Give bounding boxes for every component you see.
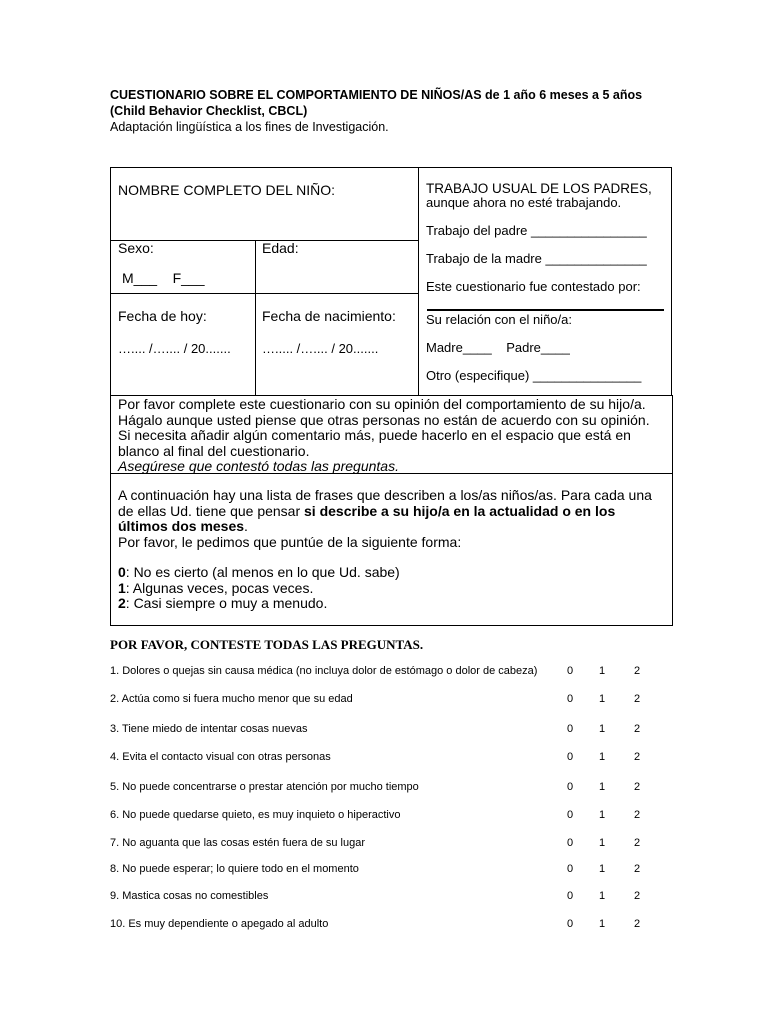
question-text: 5. No puede concentrarse o prestar atención por mucho tiempo <box>110 781 419 793</box>
question-text: 9. Mastica cosas no comestibles <box>110 890 269 902</box>
answer-option-2[interactable]: 2 <box>633 665 641 677</box>
answer-option-0[interactable]: 0 <box>566 809 574 821</box>
instructions-general <box>110 395 673 474</box>
instruction-line <box>118 504 672 520</box>
instruction-bold: si describe a su hijo/a en la actualidad o en los <box>304 502 616 519</box>
answer-option-0[interactable]: 0 <box>566 837 574 849</box>
question-text: 7. No aguanta que las cosas estén fuera de su lugar <box>110 837 366 849</box>
answer-option-1[interactable]: 1 <box>598 890 606 902</box>
instruction-line: blanco al final del cuestionario. <box>118 442 310 459</box>
answer-option-0[interactable]: 0 <box>566 781 574 793</box>
form-divider-vertical-right <box>418 168 419 396</box>
answer-option-1[interactable]: 1 <box>598 781 606 793</box>
question-row <box>110 807 670 823</box>
question-row <box>110 835 670 851</box>
instruction-bold: últimos dos meses <box>118 518 245 534</box>
child-name-field[interactable]: NOMBRE COMPLETO DEL NIÑO: <box>118 182 336 198</box>
instruction-line: Hágalo aunque usted piense que otras personas no están de acuerdo con su opinión. <box>118 411 650 428</box>
age-field[interactable]: Edad: <box>262 240 299 256</box>
answer-option-1[interactable]: 1 <box>598 918 606 930</box>
question-row <box>110 691 670 707</box>
mother-job-field[interactable]: Trabajo de la madre ______________ <box>426 251 647 266</box>
instruction-line: Si necesita añadir algún comentario más, puede hacerlo en el espacio que está en <box>118 427 631 443</box>
question-row <box>110 779 670 795</box>
answer-option-2[interactable]: 2 <box>633 693 641 705</box>
answer-option-1[interactable]: 1 <box>598 723 606 735</box>
score-1-definition: 1: Algunas veces, pocas veces. <box>118 579 314 596</box>
score-2-definition: 2: Casi siempre o muy a menudo. <box>118 595 328 611</box>
score-0-definition: 0: No es cierto (al menos en lo que Ud. sabe) <box>118 564 400 580</box>
answer-option-0[interactable]: 0 <box>566 723 574 735</box>
document-subtitle: (Child Behavior Checklist, CBCL) <box>110 104 308 118</box>
answered-by-label: Este cuestionario fue contestado por: <box>426 279 641 294</box>
instruction-line <box>118 519 672 535</box>
birth-date-field[interactable]: …..... /….... / 20....... <box>262 341 379 356</box>
question-row <box>110 861 670 877</box>
today-date-label: Fecha de hoy: <box>118 308 207 324</box>
question-text: 10. Es muy dependiente o apegado al adulto <box>110 918 329 930</box>
instruction-emphasis: Asegúrese que contestó todas las preguntas. <box>118 458 399 474</box>
parents-job-subtitle: aunque ahora no esté trabajando. <box>426 195 622 210</box>
instruction-line: A continuación hay una lista de frases que describen a los/as niños/as. Para cada una <box>118 487 652 503</box>
answer-option-2[interactable]: 2 <box>633 890 641 902</box>
child-info-form <box>110 167 672 396</box>
question-text: 8. No puede esperar; lo quiere todo en el momento <box>110 863 359 875</box>
answer-option-0[interactable]: 0 <box>566 890 574 902</box>
answer-option-0[interactable]: 0 <box>566 693 574 705</box>
answer-option-2[interactable]: 2 <box>633 751 641 763</box>
question-text: 3. Tiene miedo de intentar cosas nuevas <box>110 723 308 735</box>
sex-label: Sexo: <box>118 240 154 256</box>
answer-option-0[interactable]: 0 <box>566 665 574 677</box>
instruction-text: de ellas Ud. tiene que pensar <box>118 502 305 519</box>
answer-option-2[interactable]: 2 <box>633 863 641 875</box>
answer-option-0[interactable]: 0 <box>566 751 574 763</box>
form-divider-vertical-left <box>255 240 256 396</box>
document-note: Adaptación lingüística a los fines de Investigación. <box>110 120 389 134</box>
question-row <box>110 916 670 932</box>
question-row <box>110 888 670 904</box>
question-text: 1. Dolores o quejas sin causa médica (no incluya dolor de estómago o dolor de cabeza) <box>110 665 538 677</box>
document-title: CUESTIONARIO SOBRE EL COMPORTAMIENTO DE NIÑOS/AS de 1 año 6 meses a 5 años <box>110 88 643 102</box>
relation-options[interactable]: Madre____ Padre____ <box>426 340 570 355</box>
answer-option-1[interactable]: 1 <box>598 863 606 875</box>
parents-job-title: TRABAJO USUAL DE LOS PADRES, <box>426 181 652 196</box>
instruction-text: . <box>244 518 248 534</box>
answer-option-2[interactable]: 2 <box>633 837 641 849</box>
answer-option-1[interactable]: 1 <box>598 665 606 677</box>
answer-option-1[interactable]: 1 <box>598 751 606 763</box>
answer-option-2[interactable]: 2 <box>633 781 641 793</box>
other-relation-field[interactable]: Otro (especifique) _______________ <box>426 368 642 383</box>
instructions-scoring <box>110 473 673 626</box>
answer-option-1[interactable]: 1 <box>598 837 606 849</box>
question-text: 6. No puede quedarse quieto, es muy inquieto o hiperactivo <box>110 809 401 821</box>
father-job-field[interactable]: Trabajo del padre ________________ <box>426 223 647 238</box>
birth-date-label: Fecha de nacimiento: <box>262 308 396 324</box>
answer-option-2[interactable]: 2 <box>633 723 641 735</box>
form-divider-sex <box>111 293 419 294</box>
answered-by-line[interactable] <box>427 309 664 311</box>
answer-option-2[interactable]: 2 <box>633 809 641 821</box>
answer-option-2[interactable]: 2 <box>633 918 641 930</box>
answer-option-1[interactable]: 1 <box>598 809 606 821</box>
relation-label: Su relación con el niño/a: <box>426 312 572 327</box>
answer-option-0[interactable]: 0 <box>566 918 574 930</box>
question-text: 2. Actúa como si fuera mucho menor que su edad <box>110 693 353 705</box>
questions-heading: POR FAVOR, CONTESTE TODAS LAS PREGUNTAS. <box>110 637 424 652</box>
answer-option-0[interactable]: 0 <box>566 863 574 875</box>
instruction-line: Por favor complete este cuestionario con su opinión del comportamiento de su hijo/a. <box>118 396 646 412</box>
today-date-field[interactable]: ….... /….... / 20....... <box>118 341 231 356</box>
instruction-line: Por favor, le pedimos que puntúe de la siguiente forma: <box>118 533 462 550</box>
question-text: 4. Evita el contacto visual con otras personas <box>110 751 331 763</box>
sex-options[interactable]: M___ F___ <box>122 270 205 286</box>
question-row <box>110 663 670 679</box>
question-row <box>110 749 670 765</box>
answer-option-1[interactable]: 1 <box>598 693 606 705</box>
question-row <box>110 721 670 737</box>
